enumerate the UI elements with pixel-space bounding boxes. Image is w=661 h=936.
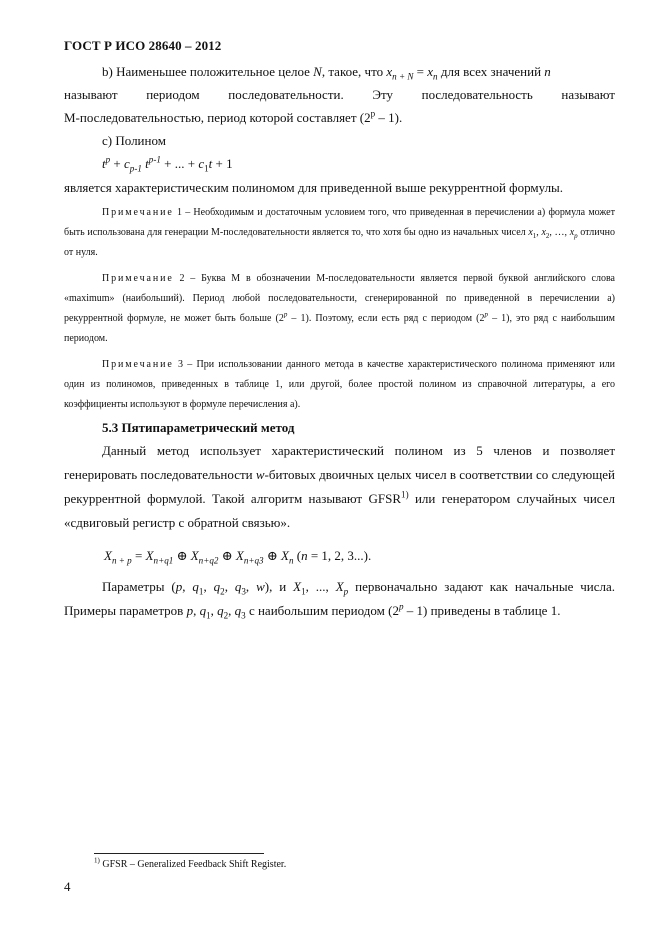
footnote: $^{1)}$ GFSR – Generalized Feedback Shift Register. [94,856,287,870]
params-paragraph: Параметры (p, $q_1$, $q_2$, $q_3$, w), и $X_1$, ..., $X_p$ первоначально задают как начальные числа. Примеры параметров p, $q_1$, $q_2$, $q_3$ с наибольшим периодом (2$^p$ – 1) приведены в таблице 1. [64,579,616,621]
footnote-divider [94,853,264,854]
polynomial-formula: $t^p + c_{p-1}$ $t^{p-1}$ + ... + $c_1t + 1$ [102,154,233,174]
item-c-label: c) Полином [102,133,166,148]
item-b-line2: называют периодом последовательности. Эту последовательность называют [64,87,615,102]
item-b-paragraph: b) Наименьшее положительное целое N, такое, что $x_{n + N} = x_n$ для всех значений n [102,64,551,82]
note-3: Примечание 3 – При использовании данного метода в качестве характеристического полинома применяют или один из полиномов, приведенных в таблице 1, или другой, более простой полином из справочной литературы, а его коэффициенты используют в формуле перечисления a). [64,359,615,410]
item-c-text: является характеристическим полиномом для приведенной выше рекуррентной формулы. [64,180,564,195]
section-paragraph: Данный метод использует характеристический полином из 5 членов и позволяет генерировать последовательности w-битовых двоичных целых чисел в соответствии со следующей рекуррентной формулой. Такой алгоритм называют GFSR$^{1)}$ или генератором случайных чисел «сдвиговый регистр с обратной связью». [64,443,615,530]
page-number: 4 [64,879,71,894]
gfsr-formula: $X_{n + p} = X_{n+q1}$ ⊕ $X_{n+q2}$ ⊕ $X_{n+q3}$ ⊕ $X_n$ (n = 1, 2, 3...). [104,548,372,566]
section-heading: 5.3 Пятипараметрический метод [102,420,295,435]
item-b-line3: М-последовательностью, период которой составляет (2$^p$ – 1). [64,108,403,125]
note-1: Примечание 1 – Необходимым и достаточным условием того, что приведенная в перечислении a) формула может быть использована для генерации М-последовательности является то, что хотя бы одно из начальных чисел $x_1$, $x_2$, …, $x_p$ отлично от нуля. [64,207,616,258]
main-text [64,60,615,623]
note-2: Примечание 2 – Буква М в обозначении М-последовательности является первой буквой английского слова «maximum» (наибольший). Период любой последовательности, сгенерированной по приведенной в перечислении a) рекуррентной формуле, не может быть больше (2$^p$ – 1). Поэтому, если есть ряд с периодом (2$^p$ – 1), это ряд с наибольшим периодом. [64,273,615,344]
document-header: ГОСТ Р ИСО 28640 – 2012 [64,38,222,53]
